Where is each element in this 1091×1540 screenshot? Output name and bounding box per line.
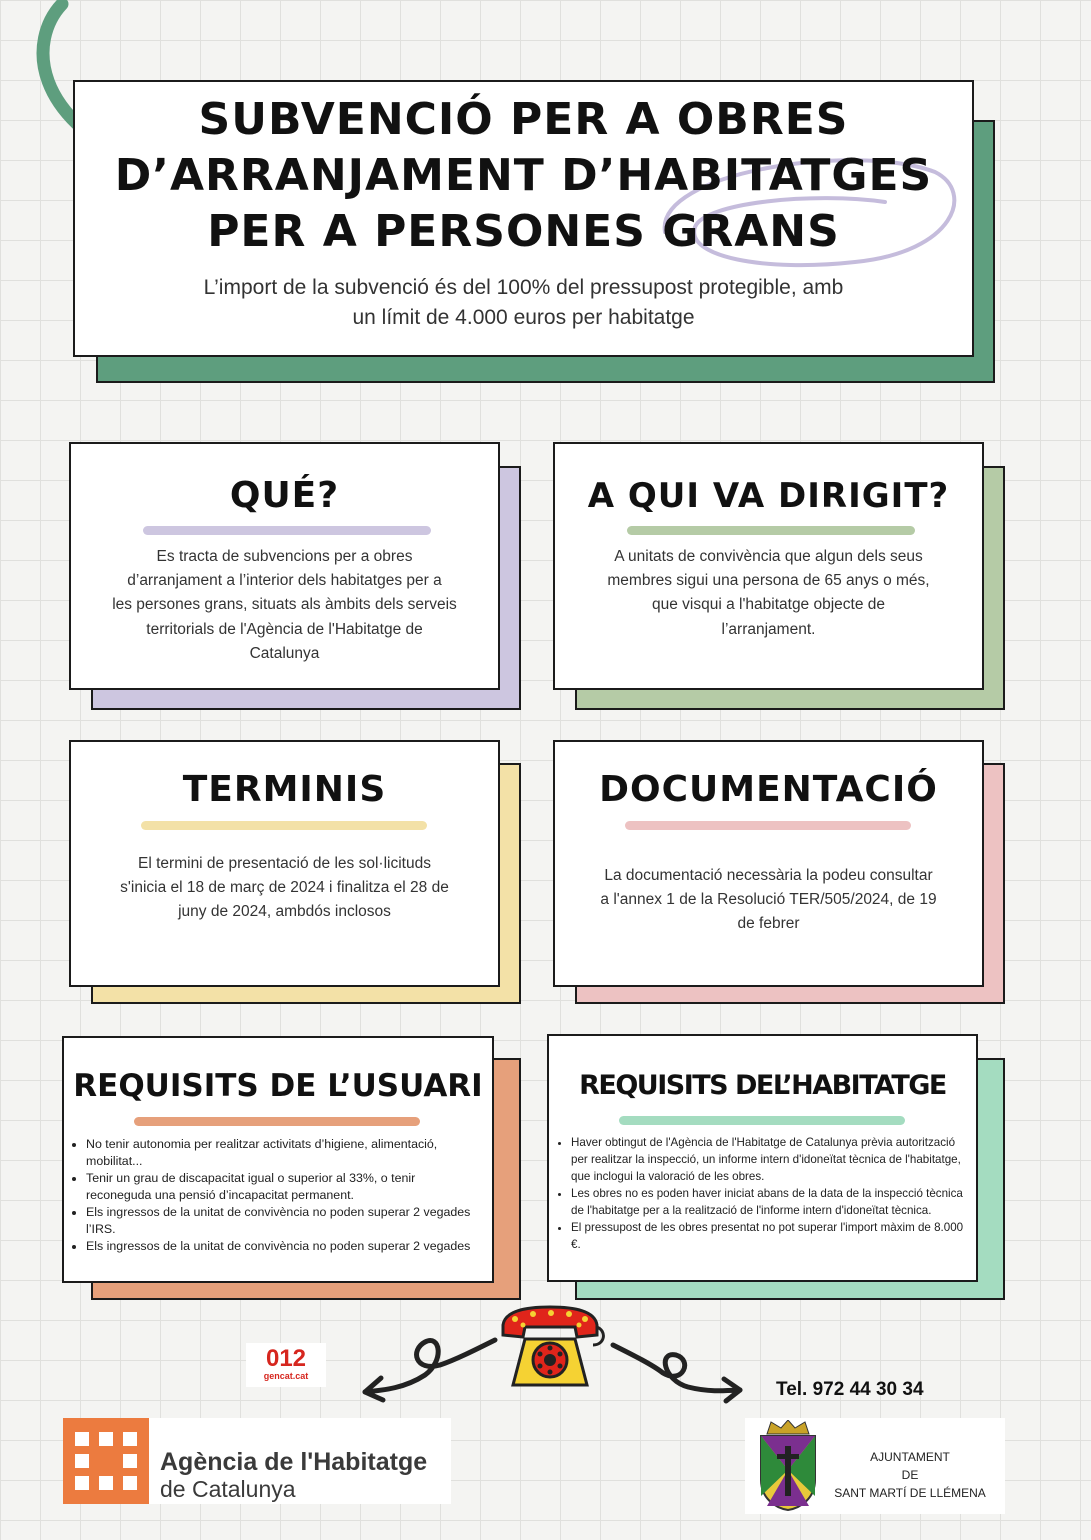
habitatge-requirements-list xyxy=(553,1134,966,1253)
habitatge-card xyxy=(547,1034,978,1282)
usuari-title: REQUISITS DE L’USUARI xyxy=(73,1068,483,1104)
usuari-requirement-1: • No tenir autonomia per realitzar activitats d’higiene, alimentació, mobilitat... xyxy=(86,1136,482,1170)
habitatge-title: REQUISITS DEL’HABITATGE xyxy=(579,1070,946,1101)
agencia-grid-icon xyxy=(63,1418,149,1504)
ajuntament-line-2: DE xyxy=(901,1468,919,1482)
que-line-3: les persones grans, situats als àmbits dels serveis xyxy=(112,596,457,613)
agencia-name-line-1: Agència de l'Habitatge xyxy=(160,1448,428,1476)
dirigit-line-1: A unitats de convivència que algun dels seus xyxy=(614,548,923,565)
que-card xyxy=(69,442,500,690)
terminis-underline xyxy=(141,821,427,830)
dirigit-line-3: que visqui a l'habitatge objecte de xyxy=(651,596,886,613)
coat-of-arms-icon xyxy=(753,1420,823,1512)
dirigit-underline xyxy=(627,526,915,535)
logo-012-subtext: gencat.cat xyxy=(263,1371,309,1381)
que-underline xyxy=(143,526,431,535)
left-loop-arrow-icon xyxy=(355,1320,500,1405)
header-title-line-2: D’ARRANJAMENT D’HABITATGES xyxy=(114,150,933,201)
ajuntament-line-3: SANT MARTÍ DE LLÉMENA xyxy=(834,1486,986,1500)
que-line-1: Es tracta de subvencions per a obres xyxy=(156,548,413,565)
habitatge-requirement-2: • Les obres no es poden haver iniciat abans de la data de la inspecció tècnica de l'habitatge per a la realització de l'informe intern d'idoneïtat tècnica. xyxy=(571,1185,966,1219)
usuari-underline xyxy=(134,1117,420,1126)
usuari-requirements-list xyxy=(68,1136,482,1255)
dirigit-card xyxy=(553,442,984,690)
documentacio-line-3: de febrer xyxy=(737,915,800,932)
habitatge-underline xyxy=(619,1116,905,1125)
header-subtitle-line-2: un límit de 4.000 euros per habitatge xyxy=(352,306,695,329)
documentacio-line-1: La documentació necessària la podeu consultar xyxy=(604,867,933,884)
dirigit-line-2: membres sigui una persona de 65 anys o més, xyxy=(607,572,930,589)
agencia-name-line-2: de Catalunya xyxy=(160,1476,296,1502)
documentacio-title: DOCUMENTACIÓ xyxy=(599,769,938,810)
usuari-requirement-2: • Tenir un grau de discapacitat igual o superior al 33%, o tenir reconeguda una pensió d’incapacitat permanent. xyxy=(86,1170,482,1204)
terminis-line-1: El termini de presentació de les sol·licituds xyxy=(138,855,431,872)
logo-012 xyxy=(246,1343,326,1387)
telephone-icon xyxy=(495,1305,605,1393)
documentacio-card xyxy=(553,740,984,987)
que-line-5: Catalunya xyxy=(249,645,320,662)
header-subtitle-line-1: L’import de la subvenció és del 100% del pressupost protegible, amb xyxy=(203,276,844,299)
que-title: QUÉ? xyxy=(229,475,340,516)
que-line-4: territorials de l'Agència de l'Habitatge de xyxy=(146,621,423,638)
usuari-requirement-4: • Els ingressos de la unitat de convivència no poden superar 2 vegades xyxy=(86,1238,482,1255)
usuari-card xyxy=(62,1036,494,1283)
header-card xyxy=(73,80,974,357)
dirigit-title: A QUI VA DIRIGIT? xyxy=(587,476,950,516)
que-line-2: d’arranjament a l’interior dels habitatges per a xyxy=(127,572,442,589)
right-loop-arrow-icon xyxy=(608,1335,748,1410)
habitatge-requirement-1: • Haver obtingut de l'Agència de l'Habitatge de Catalunya prèvia autorització per realitzar la inspecció, un informe intern d'idoneïtat tècnica de l'habitatge, que inclogui la valoració de les obres. xyxy=(571,1134,966,1185)
terminis-line-2: s'inicia el 18 de març de 2024 i finalitza el 28 de xyxy=(120,879,449,896)
usuari-requirement-3: • Els ingressos de la unitat de convivència no poden superar 2 vegades l’IRS. xyxy=(86,1204,482,1238)
ajuntament-logo xyxy=(745,1418,1005,1514)
dirigit-line-4: l’arranjament. xyxy=(721,621,816,638)
terminis-line-3: juny de 2024, ambdós inclosos xyxy=(178,903,391,920)
documentacio-underline xyxy=(625,821,911,830)
habitatge-requirement-3: • El pressupost de les obres presentat no pot superar l'import màxim de 8.000 €. xyxy=(571,1219,966,1253)
phone-number: Tel. 972 44 30 34 xyxy=(776,1379,924,1400)
header-title-line-1: SUBVENCIÓ PER A OBRES xyxy=(198,94,849,145)
terminis-title: TERMINIS xyxy=(182,769,387,810)
documentacio-line-2: a l'annex 1 de la Resolució TER/505/2024, de 19 xyxy=(600,891,937,908)
terminis-card xyxy=(69,740,500,987)
agencia-logo xyxy=(63,1418,451,1504)
ajuntament-line-1: AJUNTAMENT xyxy=(870,1450,950,1464)
logo-012-number: 012 xyxy=(265,1345,307,1372)
header-title-line-3: PER A PERSONES GRANS xyxy=(207,206,840,257)
